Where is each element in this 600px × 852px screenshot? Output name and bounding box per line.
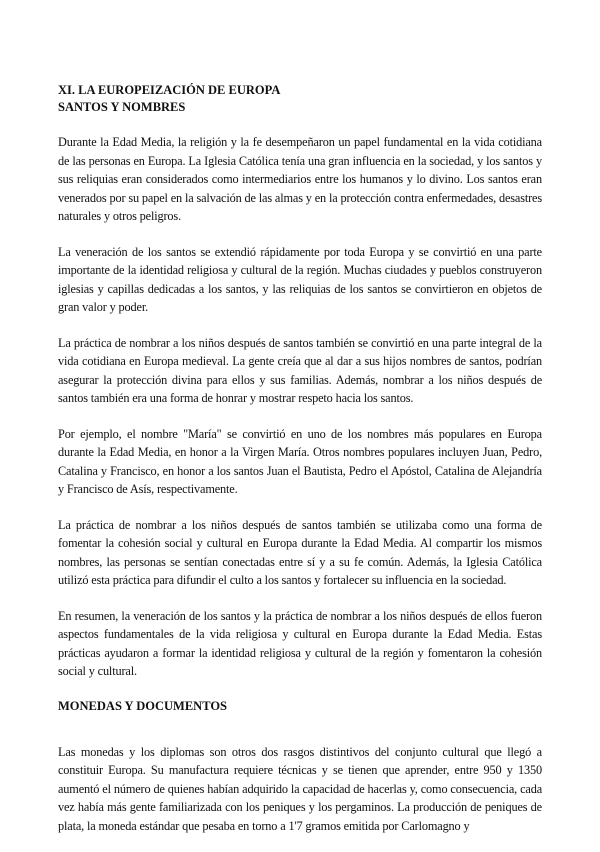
- document-body: [58, 82, 542, 852]
- paragraph: La práctica de nombrar a los niños después de santos también se utilizaba como una forma de fomentar la cohesión social y cultural en Europa durante la Edad Media. Al compartir los mismos nombres, las personas se sentían conectadas entre sí y a su fe común. Además, la Iglesia Católica utilizó esta práctica para difundir el culto a los santos y fortalecer su influencia en la sociedad.: [58, 517, 542, 587]
- paragraph: Durante la Edad Media, la religión y la fe desempeñaron un papel fundamental en la vida cotidiana de las personas en Europa. La Iglesia Católica tenía una gran influencia en la sociedad, y los santos y sus reliquias eran considerados como intermediarios entre los humanos y lo divino. Los santos eran venerados por su papel en la salvación de las almas y en la protección contra enfermedades, desastres naturales y otros peligros.: [58, 135, 542, 223]
- paragraph: La práctica de nombrar a los niños después de santos también se convirtió en una parte integral de la vida cotidiana en Europa medieval. La gente creía que al dar a sus hijos nombres de santos, podrían asegurar la protección divina para ellos y sus familias. Además, nombrar a los niños después de santos también era una forma de honrar y mostrar respeto hacia los santos.: [58, 335, 542, 405]
- chapter-title: XI. LA EUROPEIZACIÓN DE EUROPA: [58, 83, 281, 97]
- paragraph: La veneración de los santos se extendió rápidamente por toda Europa y se convirtió en una parte importante de la identidad religiosa y cultural de la región. Muchas ciudades y pueblos construyeron iglesias y capillas dedicadas a los santos, y las reliquias de los santos se convirtieron en objetos de gran valor y poder.: [58, 244, 542, 314]
- section-heading-santos: SANTOS Y NOMBRES: [58, 100, 186, 114]
- paragraph: Por ejemplo, el nombre "María" se convirtió en uno de los nombres más populares en Europa durante la Edad Media, en honor a la Virgen María. Otros nombres populares incluyen Juan, Pedro, Catalina y Francisco, en honor a los santos Juan el Bautista, Pedro el Apóstol, Catalina de Alejandría y Francisco de Asís, respectivamente.: [58, 426, 542, 496]
- section-heading-monedas: MONEDAS Y DOCUMENTOS: [58, 698, 227, 713]
- paragraph: Las monedas y los diplomas son otros dos rasgos distintivos del conjunto cultural que llegó a constituir Europa. Su manufactura requiere técnicas y se tienen que aprender, entre 950 y 1350 aumentó el número de quienes habían adquirido la capacidad de hacerlas y, como consecuencia, cada vez había más gente familiarizada con los peniques y los pergaminos. La producción de peniques de plata, la moneda estándar que pesaba en torno a 1'7 gramos emitida por Carlomagno y: [58, 744, 542, 833]
- paragraph: En resumen, la veneración de los santos y la práctica de nombrar a los niños después de ellos fueron aspectos fundamentales de la vida religiosa y cultural en Europa durante la Edad Media. Estas prácticas ayudaron a formar la identidad religiosa y cultural de la región y fomentaron la cohesión social y cultural.: [58, 608, 542, 678]
